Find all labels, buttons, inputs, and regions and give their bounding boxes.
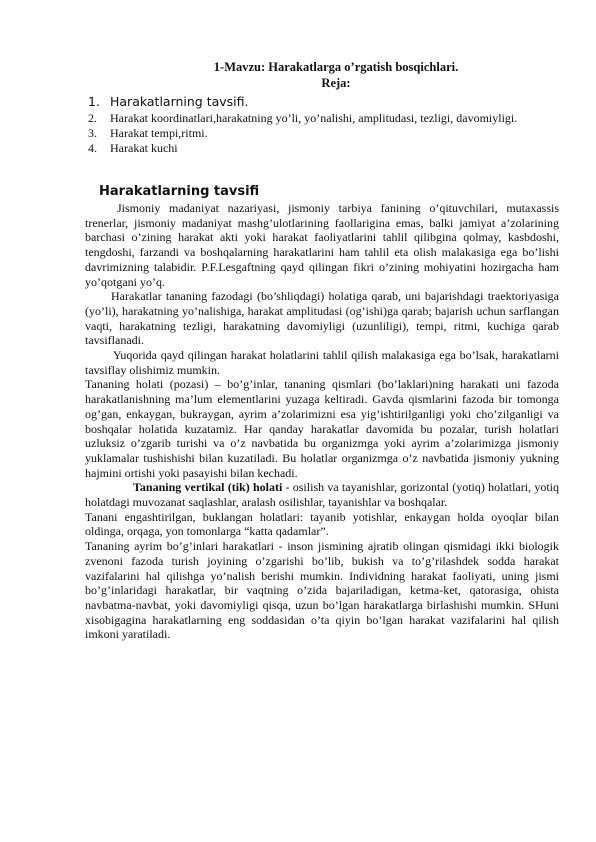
plan-item: 4. Harakat kuchi	[88, 141, 178, 155]
plan-item: 3. Harakat tempi,ritmi.	[88, 126, 208, 140]
paragraph: Harakatlar tananing fazodagi (bo’shliqdagi) holatiga qarab, uni bajarishdagi traektoriyasiga (yo’li), harakatning yo’nalishiga, harakat amplitudasi (og’ishi)ga qarab; bajarish uchun sarflangan vaqti, harakatning tezligi, harakatning davomiyligi (uzunliligi), tempi, ritmi, kuchiga qarab tavsiflanadi.	[85, 289, 559, 348]
plan-list	[88, 92, 528, 156]
section-title: Harakatlarning tavsifi	[99, 184, 260, 199]
bold-term: Tananing vertikal (tik) holati	[133, 480, 283, 495]
paragraph: Tananing vertikal (tik) holati - osilish va tayanishlar, gorizontal (yotiq) holatlari, yotiq holatdagi muvozanat saqlashlar, aralash osilishlar, tayanishlar va boshqalar.	[85, 480, 559, 510]
plan-item: 2. Harakat koordinatlari,harakatning yo’li, yo’nalishi, amplitudasi, tezligi, davomiyligi.	[88, 111, 518, 125]
body-text	[85, 201, 559, 642]
paragraph: Jismoniy madaniyat nazariyasi, jismoniy tarbiya fanining o’qituvchilari, mutaxassis trenerlar, jismoniy madaniyat mashg’ulotlarining faollarigina emas, balki jamiyat a’zolarining barchasi o’zining harakat akti yoki harakat faoliyatlarini tahlil qilibgina qolmay, kasbdoshi, tengdoshi, farzandi va boshqalarning harakatlarini ham tahlil eta olish malakasiga ega bo’lishi davrimizning talabidir. P.F.Lesgaftning qayd qilingan fikri o’zining mohiyatini hozirgacha ham yo’qotgani yo’q.	[85, 201, 559, 289]
document-title: 1-Mavzu: Harakatlarga o’rgatish bosqichlari.	[213, 60, 459, 74]
plan-item: 1. Harakatlarning tavsifi.	[88, 94, 249, 109]
paragraph: Tananing ayrim bo’g’inlari harakatlari - inson jismining ajratib olingan qismidagi ikki biologik zvenoni fazoda turish joyining o’zgarishi bo’lib, bukish va to’g’rilashdek sodda harakat vazifalarini hal qilishga yo’nalish berishi mumkin. Individning harakat faoliyati, uning jismi bo’g’inlaridagi harakatlar, bir vaqtning o’zida bajariladigan, ketma-ket, qatorasiga, ohista navbatma-navbat, yoki davomiyligi qisqa, uzun bo’lgan harakatlarga birlashishi mumkin. SHuni xisobigagina harakatlarning eng soddasidan o’ta qiyin bo’lgan harakat vazifalarini hal qilish imkoni yaratiladi.	[85, 539, 559, 642]
paragraph: Tananing holati (pozasi) – bo’g’inlar, tananing qismlari (bo’laklari)ning harakati uni fazoda harakatlanishning ma’lum elementlarini yuzaga keltiradi. Gavda qismlarini fazoda bir tomonga og’gan, enkaygan, bukraygan, ayrim a’zolarimizni esa yig’ishtirilganligi yoki cho’zilganligi va boshqalar holatida kuzatamiz. Har qanday harakatlar davomida bu pozalar, turish holatlari uzluksiz o’zgarib turishi va o’z navbatida bu organizmga yoki ayrim a’zolarimizga jismoniy yuklamalar tushishishi bilan kuzatiladi. Bu holatlar organizmga o’z navbatida jismoniy yukning hajmini ortishi yoki pasayishi bilan kechadi.	[85, 377, 559, 480]
paragraph: Yuqorida qayd qilingan harakat holatlarini tahlil qilish malakasiga ega bo’lsak, harakatlarni tavsiflay olishimiz mumkin.	[85, 348, 559, 377]
paragraph: Tanani engashtirilgan, buklangan holatlari: tayanib yotishlar, enkaygan holda oyoqlar bilan oldinga, orqaga, yon tomonlarga “katta qadamlar”.	[85, 509, 559, 539]
plan-heading: Reja:	[321, 76, 351, 90]
